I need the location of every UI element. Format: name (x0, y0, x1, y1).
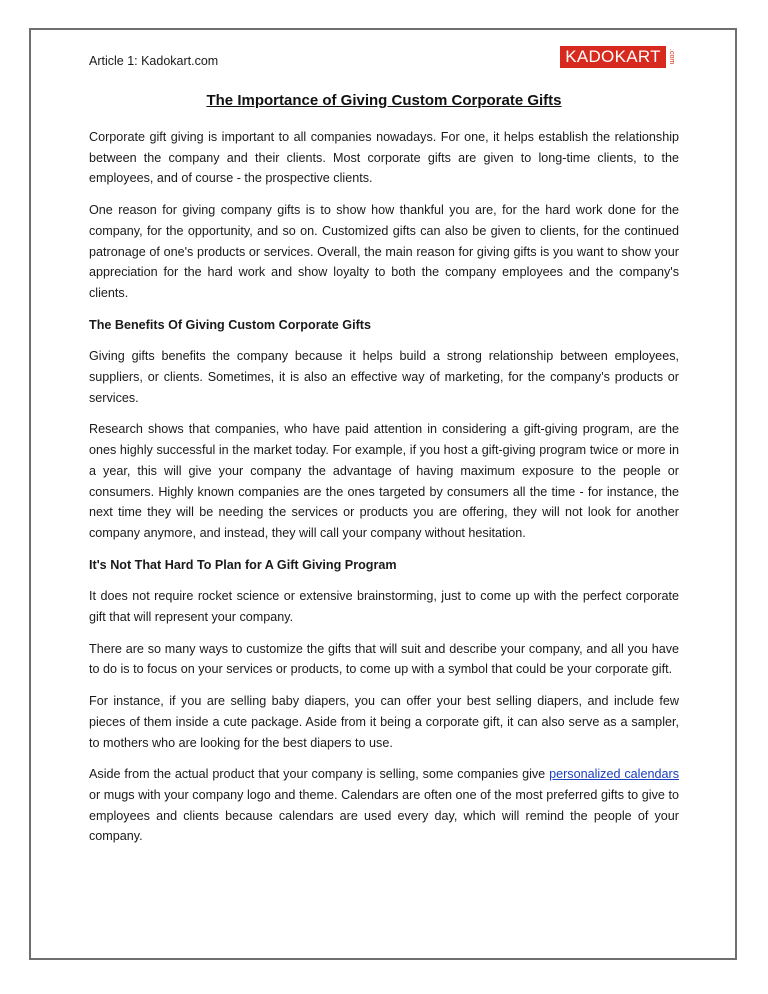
paragraph-1: Corporate gift giving is important to all companies nowadays. For one, it helps establish the relationship between the company and their clients. Most corporate gifts are given to long-time clients, to the employees, and of course - the prospective clients. (89, 130, 679, 186)
paragraph-3: Giving gifts benefits the company because it helps build a strong relationship between employees, suppliers, or clients. Sometimes, it is also an effective way of marketing, for the company's products or services. (89, 349, 679, 405)
logo-domain-suffix: .com (666, 46, 676, 68)
personalized-calendars-link[interactable]: personalized calendars (549, 767, 679, 782)
article-body (89, 127, 679, 858)
section-heading-benefits: The Benefits Of Giving Custom Corporate Gifts (89, 317, 371, 332)
kadokart-logo (560, 46, 678, 68)
paragraph-6: There are so many ways to customize the gifts that will suit and describe your company, and all you have to do is to focus on your services or products, to come up with a symbol that could be your corporate gift. (89, 641, 679, 677)
paragraph-5: It does not require rocket science or extensive brainstorming, just to come up with the perfect corporate gift that will represent your company. (89, 589, 679, 625)
paragraph-8-text-after: or mugs with your company logo and theme. Calendars are often one of the most preferred gifts to give to employees and clients because calendars are used every day, which will remind the people of your company. (89, 787, 679, 844)
paragraph-2: One reason for giving company gifts is to show how thankful you are, for the hard work done for the company, for the opportunity, and so on. Customized gifts can also be given to clients, for the continued patronage of one's products or services. Overall, the main reason for giving gifts is you want to show your appreciation for the hard work and show loyalty to both the company employees and the company's clients. (89, 203, 679, 300)
article-title: The Importance of Giving Custom Corporate Gifts (206, 92, 562, 109)
paragraph-8-text-before: Aside from the actual product that your company is selling, some companies give (89, 767, 550, 782)
paragraph-4: Research shows that companies, who have paid attention in considering a gift-giving program, are the ones highly successful in the market today. For example, if you host a gift-giving program twice or more in a year, this will give your company the advantage of having maximum exposure to the people or consumers. Highly known companies are the ones targeted by consumers all the time - for instance, the next time they will be needing the services or products you are offering, they will not look for another company anymore, and instead, they will call your company without hesitation. (89, 422, 679, 540)
paragraph-7: For instance, if you are selling baby diapers, you can offer your best selling diapers, and include few pieces of them inside a cute package. Aside from it being a corporate gift, it can also serve as a sampler, to mothers who are looking for the best diapers to use. (89, 694, 679, 750)
section-heading-planning: It's Not That Hard To Plan for A Gift Giving Program (89, 557, 397, 572)
paragraph-8 (89, 764, 679, 847)
article-source-label: Article 1: Kadokart.com (89, 54, 219, 68)
logo-wordmark: KADOKART (560, 46, 666, 68)
